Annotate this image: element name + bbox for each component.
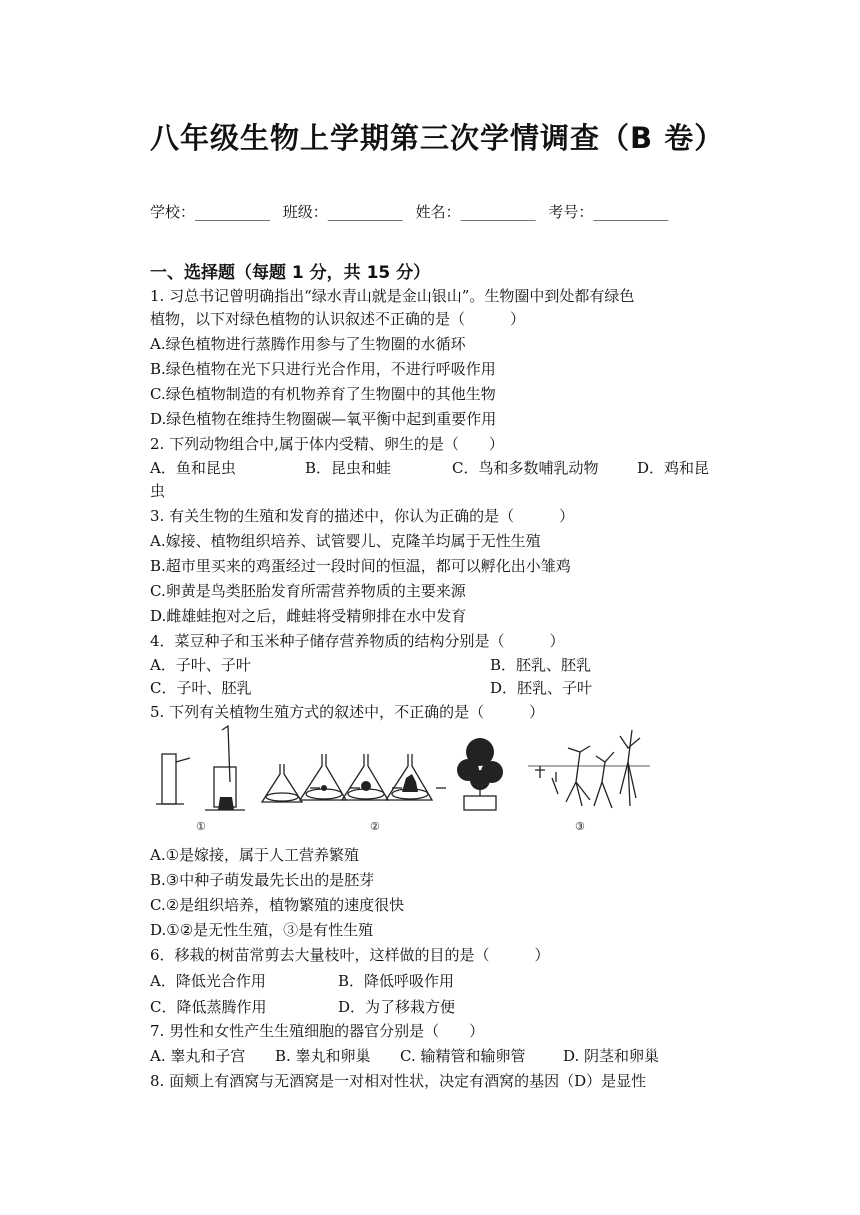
name-field[interactable]: 姓名：__________ bbox=[415, 203, 536, 221]
figure-label-2: ② bbox=[370, 820, 380, 833]
q7-option-d[interactable]: D. 阴茎和卵巢 bbox=[563, 1047, 660, 1065]
section-heading: 一、选择题（每题 1 分，共 15 分） bbox=[150, 263, 431, 283]
q5-figure bbox=[150, 722, 650, 837]
q6-option-b[interactable]: B．降低呼吸作用 bbox=[338, 972, 455, 990]
q3-stem: 3. 有关生物的生殖和发育的描述中，你认为正确的是（ ） bbox=[150, 507, 575, 525]
q7-stem: 7. 男性和女性产生生殖细胞的器官分别是（ ） bbox=[150, 1022, 485, 1040]
seedlings-illustration bbox=[528, 730, 650, 833]
q2-option-b[interactable]: B．昆虫和蛙 bbox=[305, 459, 392, 477]
q2-option-c[interactable]: C．鸟和多数哺乳动物 bbox=[452, 459, 599, 477]
q4-option-c[interactable]: C．子叶、胚乳 bbox=[150, 679, 252, 697]
q2-option-a[interactable]: A．鱼和昆虫 bbox=[150, 459, 236, 477]
tissue-culture-illustration bbox=[262, 738, 503, 833]
q2-option-d[interactable]: D．鸡和昆 bbox=[637, 459, 710, 477]
q5-option-b[interactable]: B.③中种子萌发最先长出的是胚芽 bbox=[150, 871, 375, 889]
q5-option-a[interactable]: A.①是嫁接，属于人工营养繁殖 bbox=[150, 846, 360, 864]
q3-option-b[interactable]: B.超市里买来的鸡蛋经过一段时间的恒温，都可以孵化出小雏鸡 bbox=[150, 557, 571, 575]
q3-option-a[interactable]: A.嫁接、植物组织培养、试管婴儿、克隆羊均属于无性生殖 bbox=[150, 532, 541, 550]
q7-option-a[interactable]: A. 睾丸和子宫 bbox=[150, 1047, 246, 1065]
q4-option-d[interactable]: D．胚乳、子叶 bbox=[490, 679, 593, 697]
q2-option-d-continued: 虫 bbox=[150, 482, 166, 500]
q5-stem: 5. 下列有关植物生殖方式的叙述中，不正确的是（ ） bbox=[150, 703, 545, 721]
student-info bbox=[150, 201, 676, 222]
q8-stem: 8. 面颊上有酒窝与无酒窝是一对相对性状，决定有酒窝的基因（D）是显性 bbox=[150, 1072, 647, 1090]
q1-option-c[interactable]: C.绿色植物制造的有机物养育了生物圈中的其他生物 bbox=[150, 385, 496, 403]
q4-stem: 4．菜豆种子和玉米种子储存营养物质的结构分别是（ ） bbox=[150, 632, 565, 650]
q1-option-a[interactable]: A.绿色植物进行蒸腾作用参与了生物圈的水循环 bbox=[150, 335, 466, 353]
q6-option-d[interactable]: D．为了移栽方便 bbox=[338, 998, 456, 1016]
q5-option-c[interactable]: C.②是组织培养，植物繁殖的速度很快 bbox=[150, 896, 405, 914]
figure-label-1: ① bbox=[196, 820, 206, 833]
class-field[interactable]: 班级：__________ bbox=[282, 203, 403, 221]
q6-option-c[interactable]: C．降低蒸腾作用 bbox=[150, 998, 267, 1016]
q2-stem: 2. 下列动物组合中,属于体内受精、卵生的是（ ） bbox=[150, 435, 504, 453]
q1-stem-line1: 1. 习总书记曾明确指出“绿水青山就是金山银山”。生物圈中到处都有绿色 bbox=[150, 287, 635, 305]
q1-stem-line2: 植物，以下对绿色植物的认识叙述不正确的是（ ） bbox=[150, 310, 526, 328]
q6-stem: 6．移栽的树苗常剪去大量枝叶，这样做的目的是（ ） bbox=[150, 946, 550, 964]
grafting-illustration bbox=[156, 726, 245, 833]
q7-option-b[interactable]: B. 睾丸和卵巢 bbox=[275, 1047, 371, 1065]
q6-option-a[interactable]: A．降低光合作用 bbox=[150, 972, 266, 990]
q5-option-d[interactable]: D.①②是无性生殖，③是有性生殖 bbox=[150, 921, 374, 939]
school-field[interactable]: 学校：__________ bbox=[150, 203, 271, 221]
number-field[interactable]: 考号：__________ bbox=[548, 203, 669, 221]
q4-option-b[interactable]: B．胚乳、胚乳 bbox=[490, 656, 592, 674]
q3-option-d[interactable]: D.雌雄蛙抱对之后，雌蛙将受精卵排在水中发育 bbox=[150, 607, 467, 625]
q3-option-c[interactable]: C.卵黄是鸟类胚胎发育所需营养物质的主要来源 bbox=[150, 582, 466, 600]
q4-option-a[interactable]: A．子叶、子叶 bbox=[150, 656, 251, 674]
figure-label-3: ③ bbox=[575, 820, 585, 833]
q1-option-b[interactable]: B.绿色植物在光下只进行光合作用，不进行呼吸作用 bbox=[150, 360, 496, 378]
q7-option-c[interactable]: C. 输精管和输卵管 bbox=[400, 1047, 526, 1065]
page-title: 八年级生物上学期第三次学情调查（B 卷） bbox=[150, 121, 725, 155]
q1-option-d[interactable]: D.绿色植物在维持生物圈碳—氧平衡中起到重要作用 bbox=[150, 410, 497, 428]
